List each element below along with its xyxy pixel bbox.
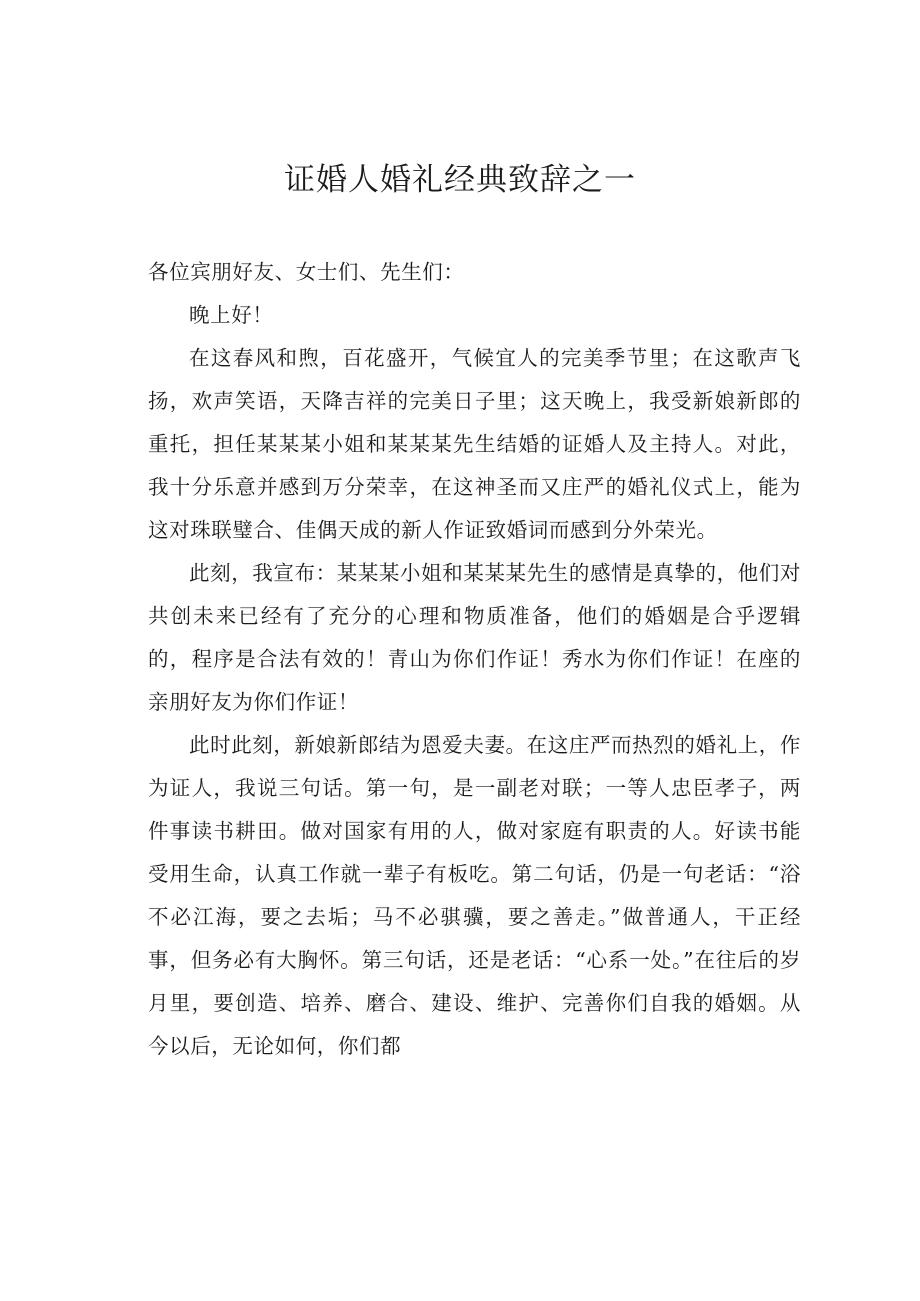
salutation-paragraph: 各位宾朋好友、女士们、先生们： [148,260,465,284]
body-paragraph: 此时此刻，新娘新郎结为恩爱夫妻。在这庄严而热烈的婚礼上，作为证人，我说三句话。第一句，是一副老对联；一等人忠臣孝子，两件事读书耕田。做对国家有用的人，做对家庭有职责的人。好读书能受用生命，认真工作就一辈子有板吃。第二句话，仍是一句老话：“浴不必江海，要之去垢；马不必骐骥，要之善走。”做普通人，干正经事，但务必有大胸怀。第三句话，还是老话：“心系一处。”在往后的岁月里，要创造、培养、磨合、建设、维护、完善你们自我的婚姻。从今以后，无论如何，你们都 [148,733,801,1058]
document-title: 证婚人婚礼经典致辞之一 [284,162,636,198]
greeting-paragraph: 晚上好！ [189,303,274,327]
body-paragraph: 此刻，我宣布：某某某小姐和某某某先生的感情是真挚的，他们对共创未来已经有了充分的心理和物质准备，他们的婚姻是合乎逻辑的，程序是合法有效的！青山为你们作证！秀水为你们作证！在座的亲朋好友为你们作证！ [148,561,801,714]
body-paragraph: 在这春风和煦，百花盛开，气候宜人的完美季节里；在这歌声飞扬，欢声笑语，天降吉祥的完美日子里；这天晚上，我受新娘新郎的重托，担任某某某小姐和某某某先生结婚的证婚人及主持人。对此，我十分乐意并感到万分荣幸，在这神圣而又庄严的婚礼仪式上，能为这对珠联璧合、佳偶天成的新人作证致婚词而感到分外荣光。 [148,346,801,542]
document-body [148,251,801,1068]
